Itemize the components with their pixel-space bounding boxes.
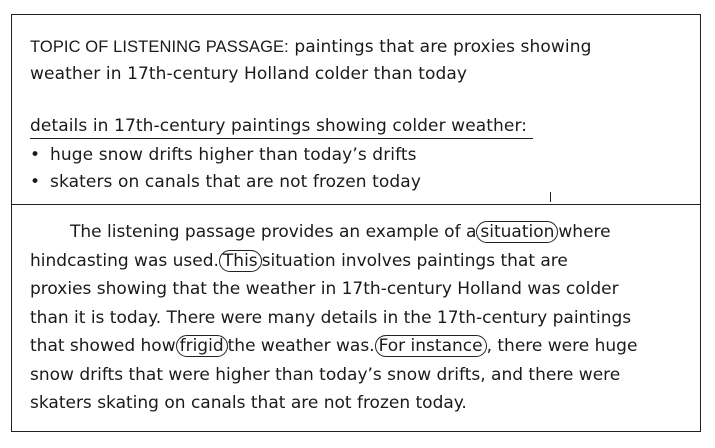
summary-text: situation involves paintings that are (261, 250, 568, 271)
details-heading: details in 17th-century paintings showing colder weather: (30, 114, 533, 139)
topic-text-1: paintings that are proxies showing (294, 37, 592, 57)
topic-label: TOPIC OF LISTENING PASSAGE: (30, 38, 289, 56)
list-item (30, 169, 690, 196)
list-item (30, 142, 690, 169)
section-divider (11, 204, 701, 205)
summary-line: than it is today. There were many details in the 17th-century paintings (30, 307, 632, 328)
summary-paragraph (30, 218, 690, 418)
summary-line (30, 218, 690, 247)
summary-text: , there were huge (486, 336, 638, 356)
topic-line-1 (30, 34, 690, 61)
list-item-text: skaters on canals that are not frozen today (50, 172, 421, 192)
circled-word: situation (476, 221, 558, 243)
list-item-text: huge snow drifts higher than today’s drifts (50, 145, 417, 165)
summary-line (30, 332, 690, 361)
circled-phrase: For instance (375, 335, 487, 357)
summary-text: where (558, 222, 611, 242)
details-list (30, 142, 690, 196)
summary-text: that showed how (30, 336, 176, 356)
circled-word: This (219, 250, 262, 272)
topic-line-2: weather in 17th-century Holland colder than today (30, 64, 468, 84)
summary-line: snow drifts that were higher than today’s snow drifts, and there were (30, 364, 621, 385)
summary-line: proxies showing that the weather in 17th-century Holland was colder (30, 279, 619, 299)
bullet-icon: • (30, 145, 41, 165)
summary-text: The listening passage provides an example of a (70, 222, 477, 242)
summary-line (30, 247, 690, 276)
summary-text: the weather was. (227, 336, 375, 356)
circled-word: frigid (176, 335, 228, 357)
summary-text: hindcasting was used. (30, 250, 219, 271)
summary-line: skaters skating on canals that are not frozen today. (30, 393, 467, 413)
notes-section (30, 34, 690, 196)
bullet-icon: • (30, 172, 41, 192)
